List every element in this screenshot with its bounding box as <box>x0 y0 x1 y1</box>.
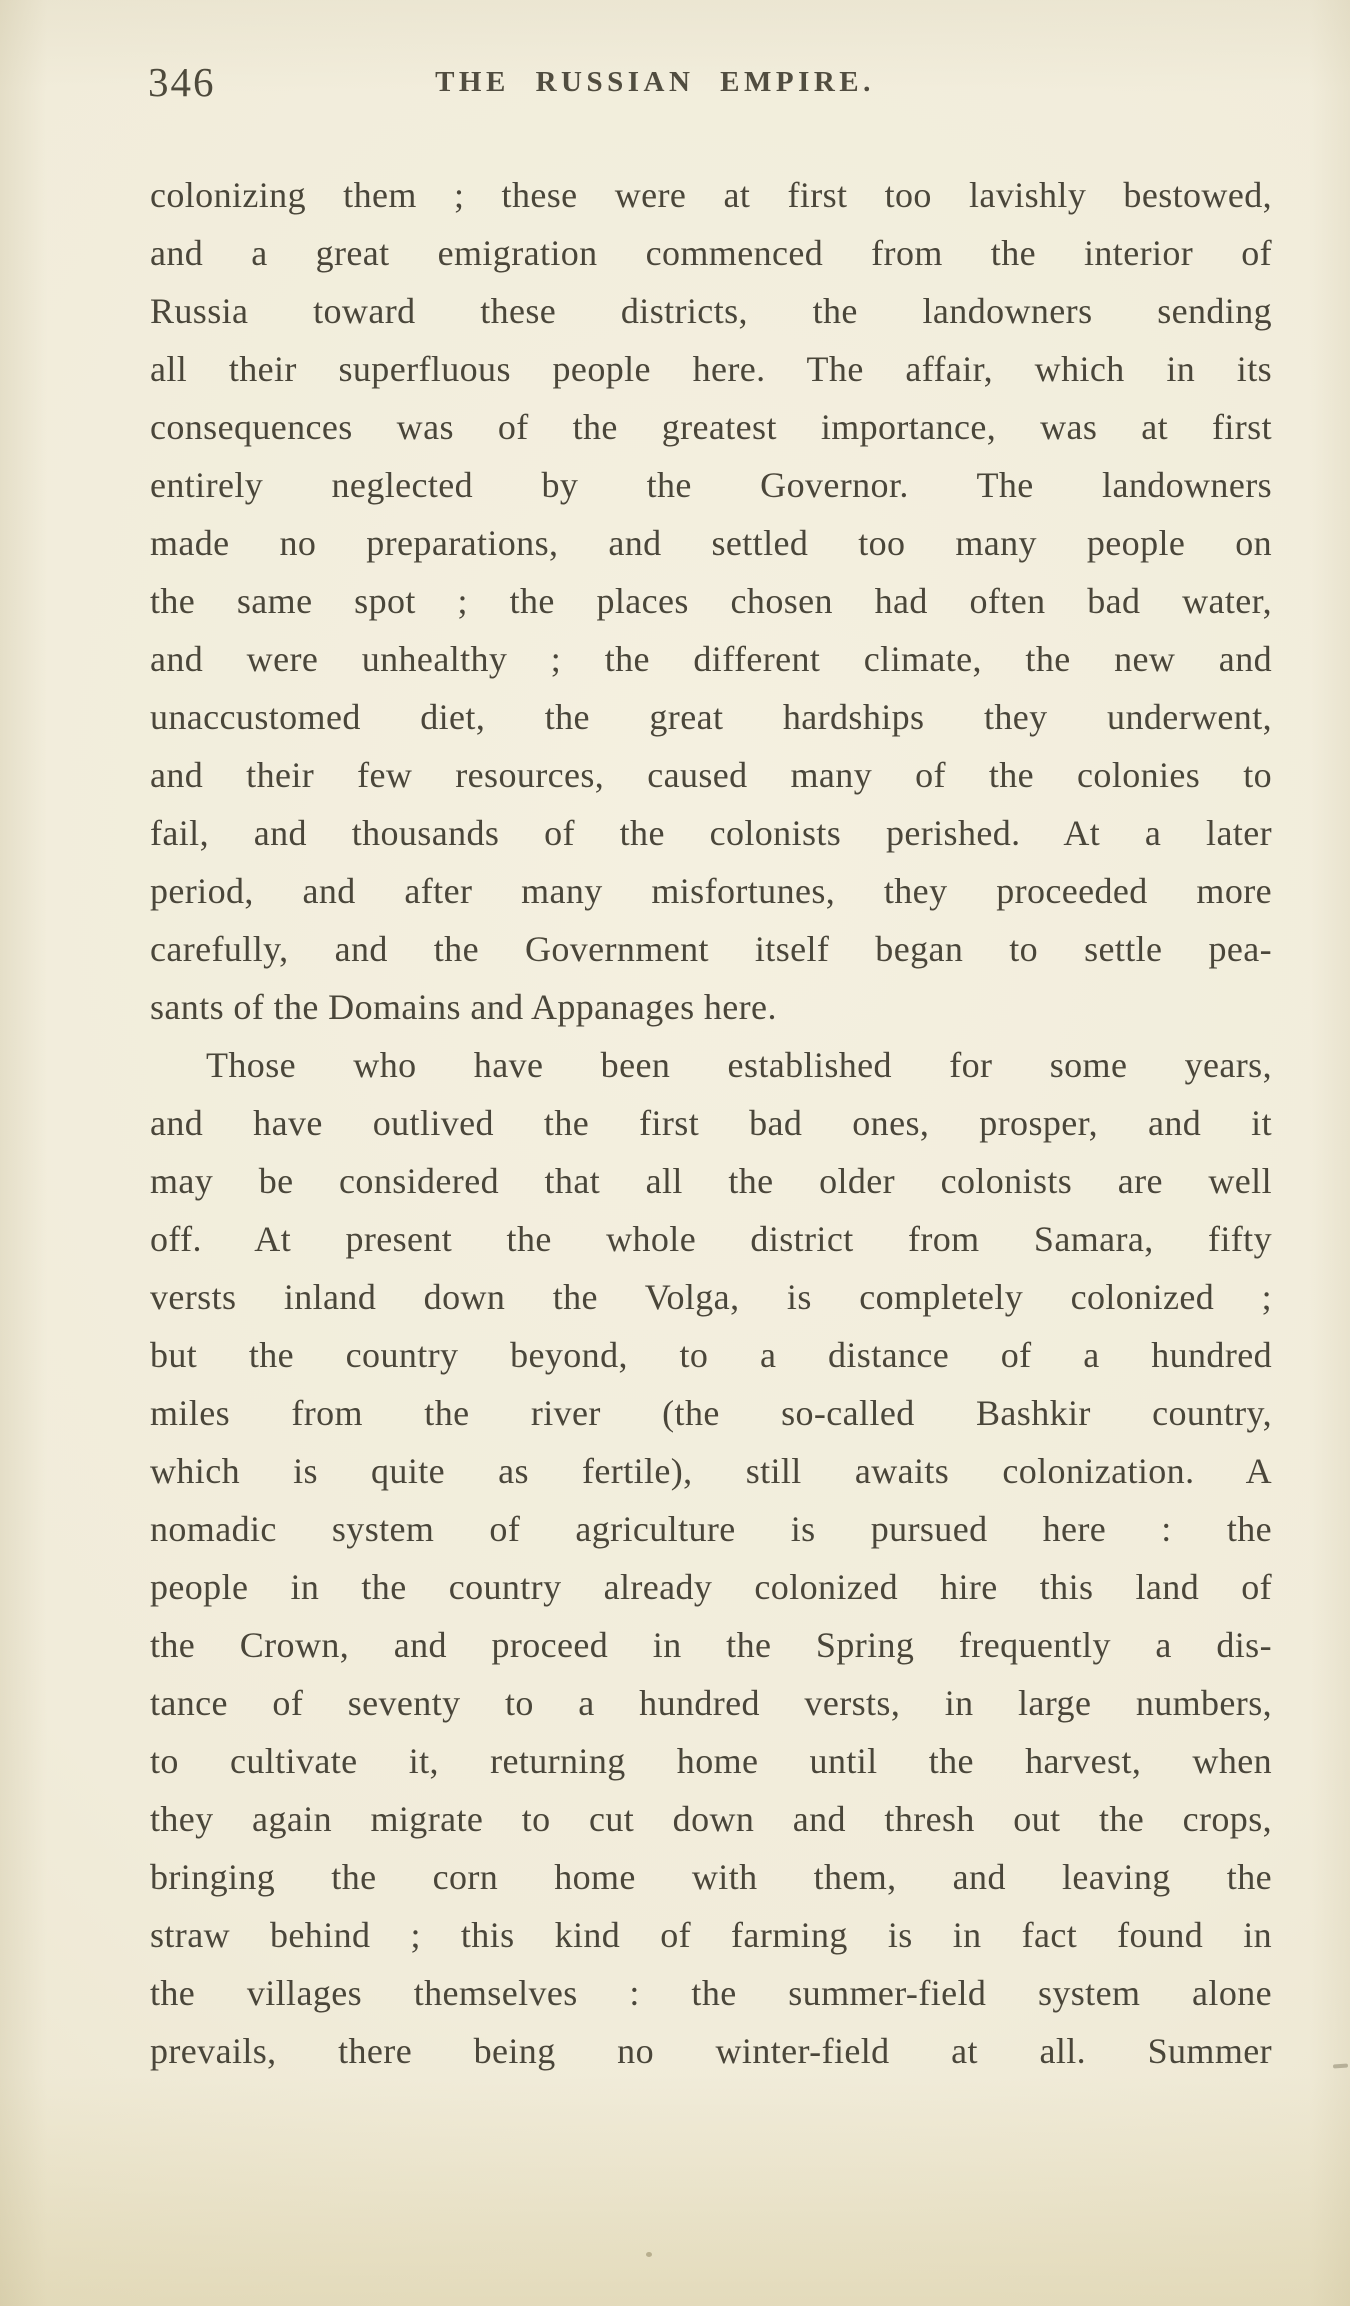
page-number: 346 <box>148 59 216 105</box>
scan-artifact-mark <box>1333 2063 1348 2068</box>
running-title: THE RUSSIAN EMPIRE. <box>435 66 875 98</box>
text-line: bringing the corn home with them, and leaving the <box>150 1857 1272 1897</box>
text-line: fail, and thousands of the colonists perished. At a later <box>150 813 1272 853</box>
text-line: colonizing them ; these were at first too lavishly bestowed, <box>150 175 1272 215</box>
text-line: Russia toward these districts, the landowners sending <box>150 291 1272 331</box>
text-line: people in the country already colonized hire this land of <box>150 1567 1272 1607</box>
text-line: versts inland down the Volga, is completely colonized ; <box>150 1277 1272 1317</box>
text-line: straw behind ; this kind of farming is in fact found in <box>150 1915 1272 1955</box>
text-line: the same spot ; the places chosen had often bad water, <box>150 581 1272 621</box>
text-line: unaccustomed diet, the great hardships they underwent, <box>150 697 1272 737</box>
text-line: and a great emigration commenced from the interior of <box>150 233 1272 273</box>
text-line: and were unhealthy ; the different climate, the new and <box>150 639 1272 679</box>
page-body-text <box>150 166 1272 2080</box>
scan-speck <box>646 2252 652 2257</box>
text-line: may be considered that all the older colonists are well <box>150 1161 1272 1201</box>
text-line: entirely neglected by the Governor. The landowners <box>150 465 1272 505</box>
text-line: miles from the river (the so-called Bashkir country, <box>150 1393 1272 1433</box>
text-line: carefully, and the Government itself began to settle pea- <box>150 929 1272 969</box>
text-line: they again migrate to cut down and thresh out the crops, <box>150 1799 1272 1839</box>
text-line: the Crown, and proceed in the Spring frequently a dis- <box>150 1625 1272 1665</box>
text-line: Those who have been established for some years, <box>206 1045 1272 1085</box>
text-line: to cultivate it, returning home until the harvest, when <box>150 1741 1272 1781</box>
text-line: nomadic system of agriculture is pursued here : the <box>150 1509 1272 1549</box>
text-line: prevails, there being no winter-field at all. Summer <box>150 2031 1272 2071</box>
text-line: which is quite as fertile), still awaits colonization. A <box>150 1451 1272 1491</box>
text-line: sants of the Domains and Appanages here. <box>150 987 777 1027</box>
text-line: made no preparations, and settled too many people on <box>150 523 1272 563</box>
text-line: and have outlived the first bad ones, prosper, and it <box>150 1103 1272 1143</box>
text-line: and their few resources, caused many of the colonies to <box>150 755 1272 795</box>
text-line: off. At present the whole district from Samara, fifty <box>150 1219 1272 1259</box>
text-line: but the country beyond, to a distance of a hundred <box>150 1335 1272 1375</box>
text-line: tance of seventy to a hundred versts, in large numbers, <box>150 1683 1272 1723</box>
text-line: the villages themselves : the summer-field system alone <box>150 1973 1272 2013</box>
text-line: all their superfluous people here. The affair, which in its <box>150 349 1272 389</box>
text-line: period, and after many misfortunes, they proceeded more <box>150 871 1272 911</box>
text-line: consequences was of the greatest importance, was at first <box>150 407 1272 447</box>
